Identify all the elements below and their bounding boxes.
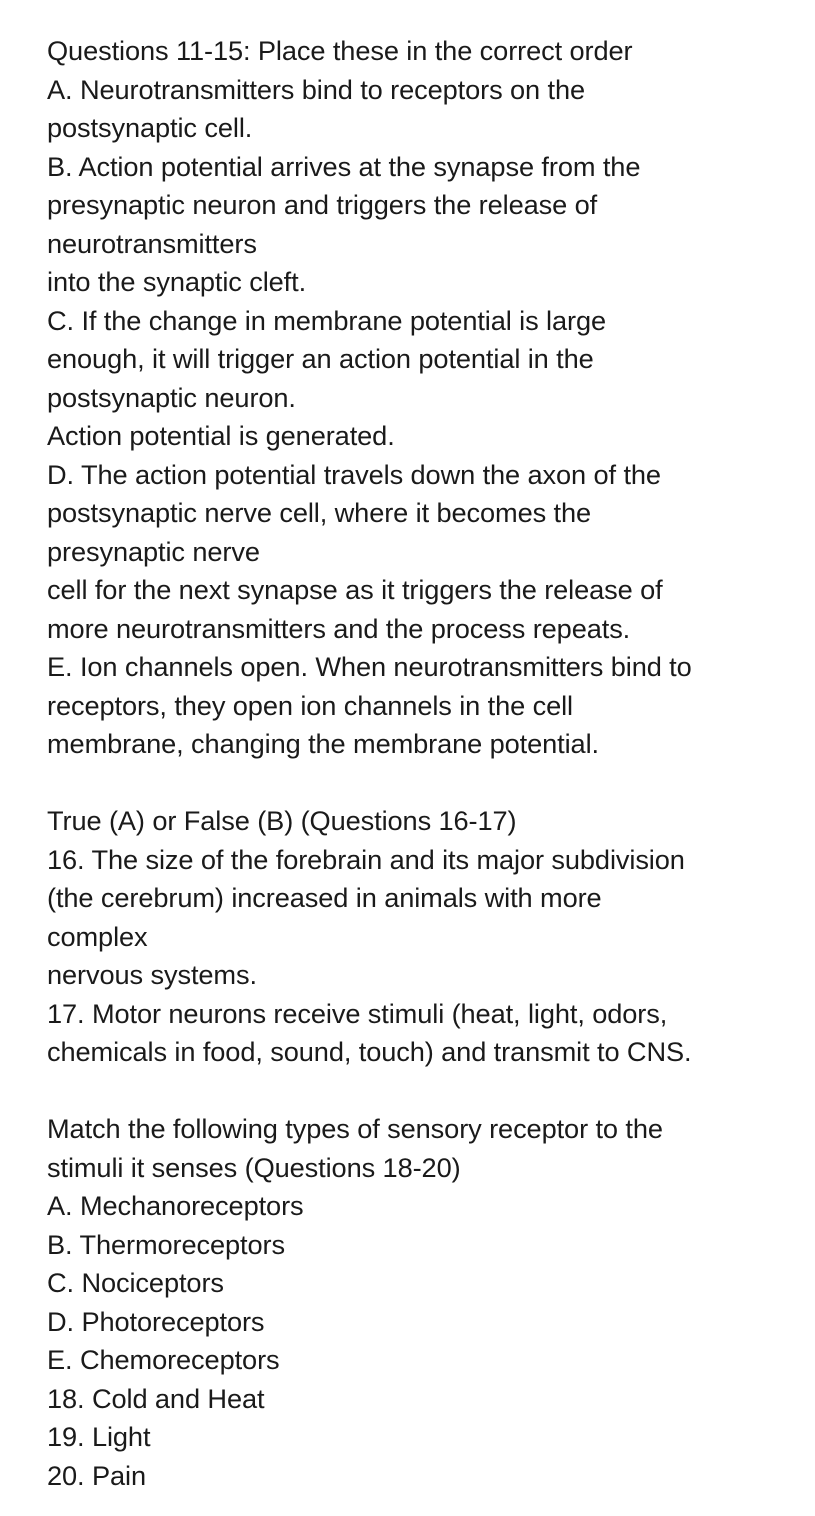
text-line: C. If the change in membrane potential is large [47, 304, 607, 336]
text-line: receptors, they open ion channels in the cell [47, 689, 573, 721]
document [47, 32, 807, 1495]
text-line: E. Ion channels open. When neurotransmitters bind to [47, 651, 692, 682]
text-line: postsynaptic neuron. [47, 381, 296, 413]
text-line: B. Action potential arrives at the synapse from the [47, 150, 641, 182]
true-false-section [47, 802, 807, 1072]
text-line: 17. Motor neurons receive stimuli (heat, light, odors, [47, 997, 668, 1029]
text-line: postsynaptic cell. [47, 112, 253, 143]
section-heading: Match the following types of sensory receptor to the [47, 1113, 663, 1144]
text-line: complex [47, 920, 148, 952]
matching-section [47, 1110, 807, 1495]
text-line: nervous systems. [47, 959, 257, 990]
text-line: neurotransmitters [47, 227, 257, 259]
option-item: D. Photoreceptors [47, 1305, 265, 1337]
option-item: B. Thermoreceptors [47, 1228, 285, 1260]
spacer [47, 764, 807, 803]
text-line: chemicals in food, sound, touch) and transmit to CNS. [47, 1036, 692, 1067]
question-item: 20. Pain [47, 1459, 146, 1491]
ordering-section [47, 32, 807, 764]
section-heading: stimuli it senses (Questions 18-20) [47, 1151, 461, 1183]
text-line: A. Neurotransmitters bind to receptors on the [47, 73, 586, 105]
text-line: presynaptic neuron and triggers the release of [47, 189, 598, 220]
text-line: into the synaptic cleft. [47, 266, 307, 297]
text-line: membrane, changing the membrane potential. [47, 728, 599, 759]
text-line: postsynaptic nerve cell, where it becomes the [47, 497, 592, 528]
option-item: C. Nociceptors [47, 1267, 224, 1298]
text-line: enough, it will trigger an action potential in the [47, 343, 594, 374]
text-line: D. The action potential travels down the axon of the [47, 458, 661, 490]
section-heading: True (A) or False (B) (Questions 16-17) [47, 805, 517, 836]
spacer [47, 1072, 807, 1111]
question-item: 19. Light [47, 1421, 151, 1452]
option-item: A. Mechanoreceptors [47, 1190, 304, 1221]
question-item: 18. Cold and Heat [47, 1382, 265, 1414]
text-line: more neurotransmitters and the process repeats. [47, 612, 631, 644]
section-heading: Questions 11-15: Place these in the correct order [47, 35, 633, 66]
text-line: (the cerebrum) increased in animals with more [47, 882, 602, 913]
text-line: 16. The size of the forebrain and its major subdivision [47, 843, 685, 875]
text-line: Action potential is generated. [47, 420, 395, 451]
option-item: E. Chemoreceptors [47, 1344, 280, 1375]
text-line: cell for the next synapse as it triggers the release of [47, 574, 663, 605]
text-line: presynaptic nerve [47, 535, 260, 567]
